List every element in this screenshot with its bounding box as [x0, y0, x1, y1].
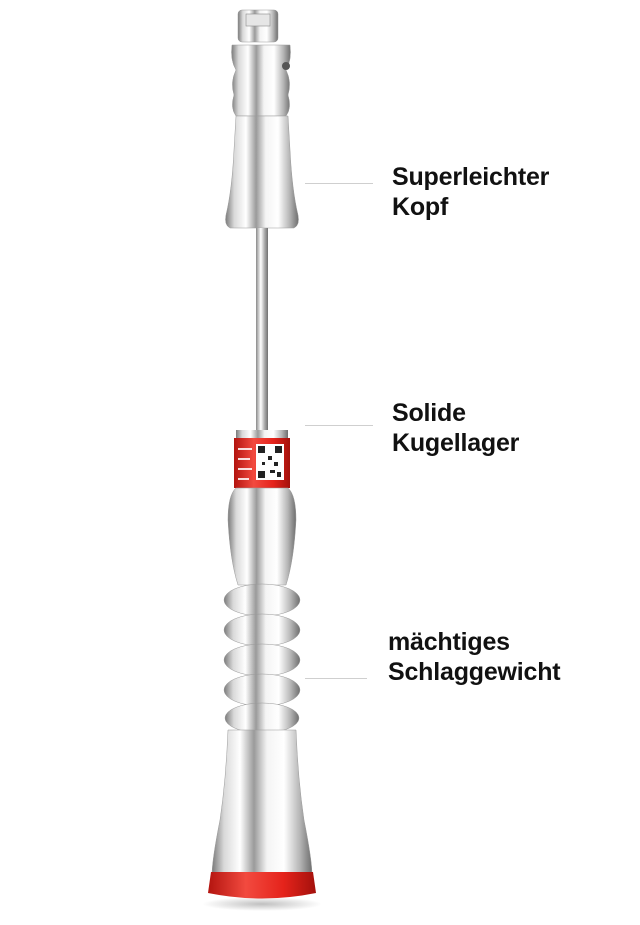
callout-label-weight-line1: mächtiges — [388, 628, 510, 656]
callout-label-head-line1: Superleichter — [392, 163, 550, 191]
callout-line-weight — [305, 678, 367, 679]
callout-label-weight-line2: Schlaggewicht — [388, 658, 561, 686]
bearing-collar — [234, 430, 290, 488]
callout-line-head — [305, 183, 373, 184]
callout-label-weight — [388, 627, 560, 687]
callout-label-head — [392, 162, 549, 222]
slide-weight-handle — [202, 488, 322, 911]
callout-label-head-line2: Kopf — [392, 193, 449, 221]
slide-rod — [256, 228, 268, 433]
callout-line-bearing — [305, 425, 373, 426]
callout-label-bearing — [392, 398, 519, 458]
callout-label-bearing-line1: Solide — [392, 399, 466, 427]
tool-head — [226, 10, 299, 228]
callout-label-bearing-line2: Kugellager — [392, 429, 520, 457]
